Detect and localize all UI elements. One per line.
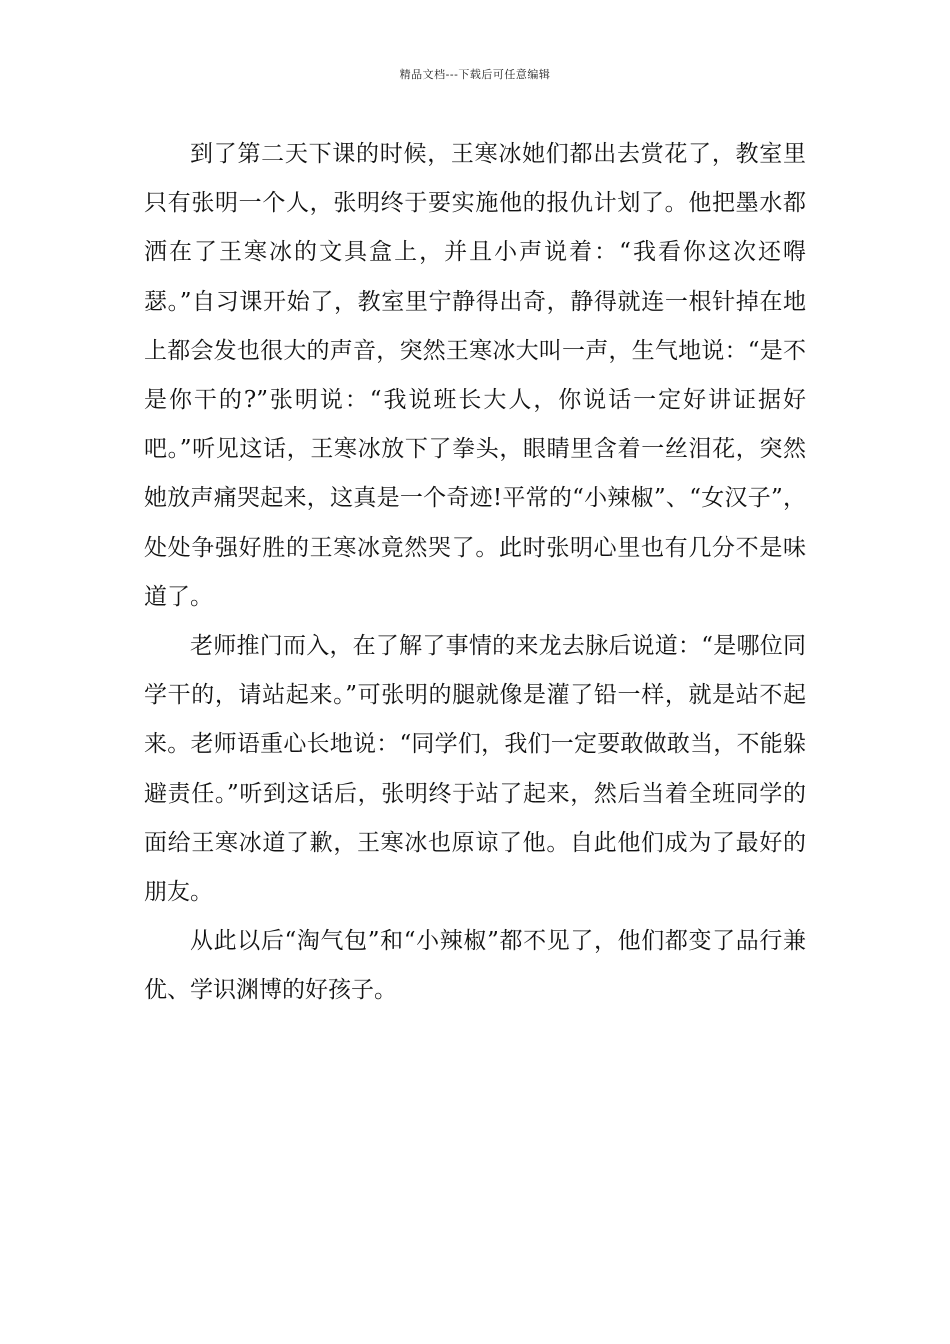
document-body bbox=[144, 130, 806, 1016]
page-header: 精品文档---下载后可任意编辑 bbox=[399, 68, 551, 81]
paragraph-1: 到了第二天下课的时候，王寒冰她们都出去赏花了，教室里只有张明一个人，张明终于要实施他的报仇计划了。他把墨水都洒在了王寒冰的文具盒上，并且小声说着：“我看你这次还嘚瑟。”自习课开始了，教室里宁静得出奇，静得就连一根针掉在地上都会发也很大的声音，突然王寒冰大叫一声，生气地说：“是不是你干的?”张明说：“我说班长大人，你说话一定好讲证据好吧。”听见这话，王寒冰放下了拳头，眼睛里含着一丝泪花，突然她放声痛哭起来，这真是一个奇迹!平常的“小辣椒”、“女汉子”，处处争强好胜的王寒冰竟然哭了。此时张明心里也有几分不是味道了。 bbox=[144, 141, 806, 610]
paragraph-2: 老师推门而入，在了解了事情的来龙去脉后说道：“是哪位同学干的，请站起来。”可张明的腿就像是灌了铅一样，就是站不起来。老师语重心长地说：“同学们，我们一定要敢做敢当，不能躲避责任。”听到这话后，张明终于站了起来，然后当着全班同学的面给王寒冰道了歉，王寒冰也原谅了他。自此他们成为了最好的朋友。 bbox=[144, 633, 806, 906]
paragraph-3: 从此以后“淘气包”和“小辣椒”都不见了，他们都变了品行兼优、学识渊博的好孩子。 bbox=[144, 928, 806, 1004]
